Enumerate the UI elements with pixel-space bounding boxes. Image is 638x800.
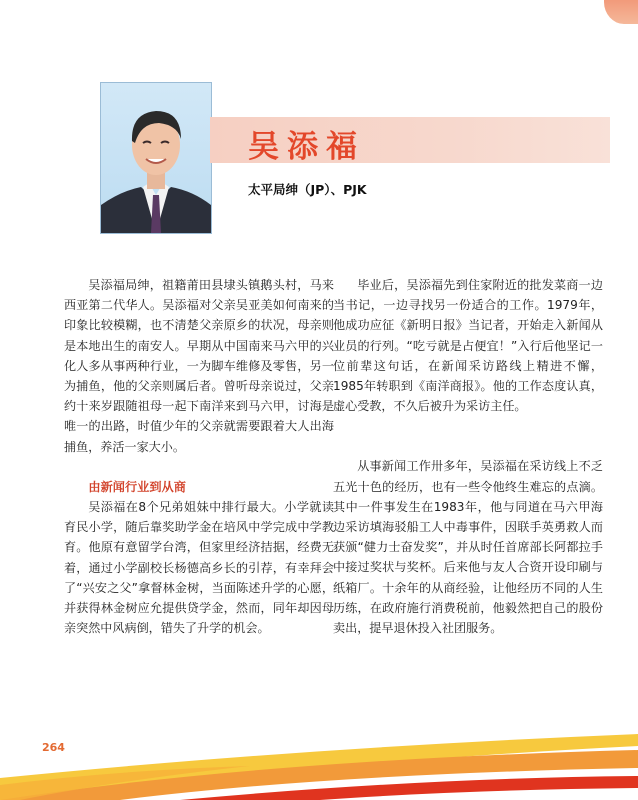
paragraph: 从事新闻工作卅多年，吴添福在采访线上不乏五光十色的经历，也有一些令他终生难忘的点滴。其中一件事发生在1983年，他与同道在马六甲海边采访填海驳船工人中毒事件，因联手英勇救人而获颁“健力士奋发奖”，并从时任首席部长阿都拉手中接过奖状与奖杯。后来他与友人合资开设印刷与纸箱厂。十余年的从商经验，让他经历不同的人生历练，在政府施行消费税前，他毅然把自己的股份卖出，提早退休投入社团服务。 [333,459,603,636]
paragraph: 吴添福在8个兄弟姐妹中排行最大。小学就读育民小学，随后靠奖助学金在培风中学完成中学教育。他原有意留学台湾，但家里经济拮据，经费无着，通过小学副校长杨德高乡长的引荐，有幸拜会了“兴安之父”拿督林金树，当面陈述升学的心愿，并获得林金树应允提供贷学金，然而，同年却因母亲突然中风病倒，错失了升学的机会。 [64,500,334,636]
person-name: 吴添福 [248,129,365,165]
right-column [333,275,603,638]
page-number: 264 [42,741,65,754]
person-title: 太平局绅（JP）、PJK [248,182,367,197]
corner-decoration [604,0,638,24]
footer-swoosh [0,690,638,800]
left-column [64,275,334,638]
portrait-photo [100,82,212,234]
paragraph: 毕业后，吴添福先到住家附近的批发菜商一边当书记，一边寻找另一份适合的工作。1979年，他成功应征《新明日报》当记者，开始走入新闻从业员的行列。“吃亏就是占便宜！”入行后他坚记一位前辈这句话，在新闻采访路线上精进不懈，1985年转职到《南洋商报》。他的工作态度认真，虚心受教，不久后被升为采访主任。 [333,278,603,414]
portrait-illustration [101,83,211,233]
section-heading: 由新闻行业到从商 [88,479,186,494]
paragraph: 吴添福局绅，祖籍莆田县埭头镇鹅头村，马来西亚第二代华人。吴添福对父亲吴亚美如何南来的印象比较模糊，也不清楚父亲原乡的状况，母亲则是本地出生的南安人。早期从中国南来马六甲的兴化人多从事两种行业，一为脚车维修及零售，另一为捕鱼，他的父亲则属后者。曾听母亲说过，父亲约十来岁跟随祖母一起下南洋来到马六甲，讨海是唯一的出路，时值少年的父亲就需要跟着大人出海捕鱼，养活一家大小。 [64,278,334,454]
